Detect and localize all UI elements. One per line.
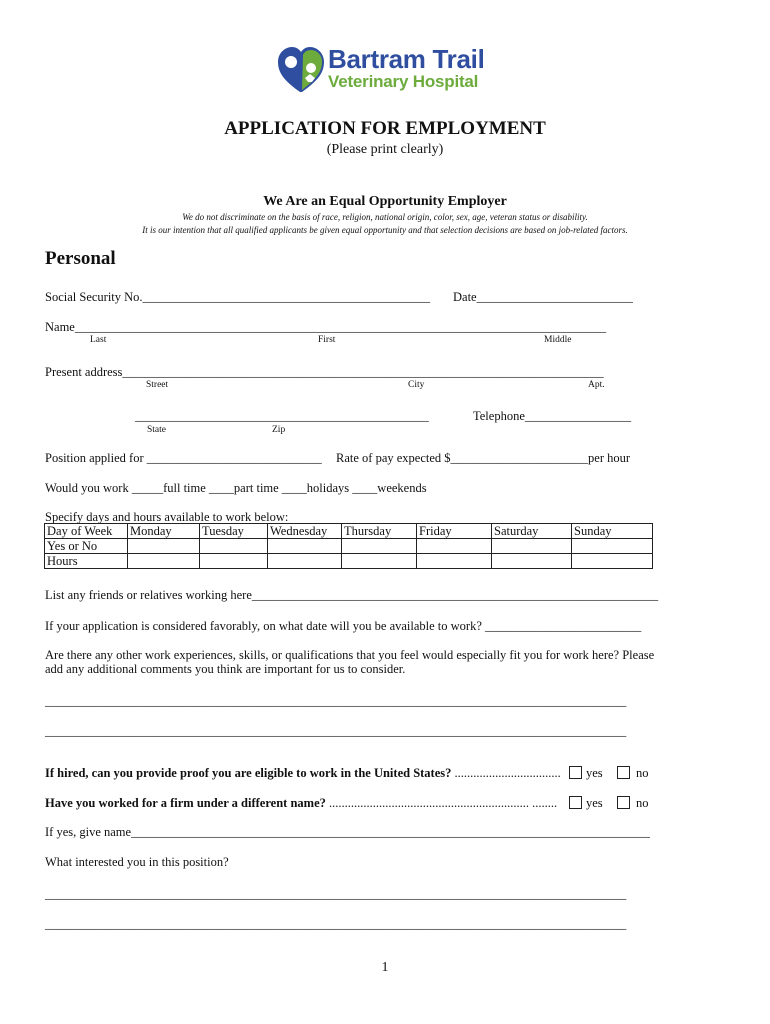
table-header-cell: Saturday [492,524,572,539]
address-field[interactable]: Present address_____________________________________________________________________________ [45,365,604,379]
table-cell[interactable] [342,554,417,569]
table-header-cell: Thursday [342,524,417,539]
friends-relatives-field[interactable]: List any friends or relatives working here_________________________________________________________________ [45,588,659,602]
table-cell[interactable] [492,554,572,569]
table-row [45,524,653,539]
different-name-yes-checkbox[interactable] [569,796,582,809]
name-last-caption: Last [90,335,107,345]
address-street-caption: Street [146,380,169,390]
interest-prompt: What interested you in this position? [45,855,229,869]
heart-pet-logo-icon [276,44,326,96]
disclaimer-line-1: We do not discriminate on the basis of race, religion, national origin, color, sex, age, veteran status or disability. [182,212,588,222]
logo-subname: Veterinary Hospital [328,72,479,91]
table-cell[interactable] [417,554,492,569]
different-name-question-text: Have you worked for a firm under a different name? [45,796,326,810]
eligibility-question-text: If hired, can you provide proof you are eligible to work in the United States? [45,766,452,780]
address-apt-caption: Apt. [588,380,605,390]
different-name-no-checkbox[interactable] [617,796,630,809]
section-heading-personal: Personal [45,248,116,269]
table-cell[interactable] [268,539,342,554]
disclaimer-line-2: It is our intention that all qualified applicants be given equal opportunity and that selection decisions are based on job-related factors. [142,225,628,235]
eligibility-dots: .................................. [454,766,561,780]
table-row [45,539,653,554]
rate-of-pay-field[interactable]: Rate of pay expected $______________________per hour [336,451,631,465]
interest-line-2[interactable]: _____________________________________________________________________________________________ [45,917,627,931]
interest-line-1[interactable]: _____________________________________________________________________________________________ [45,887,627,901]
table-cell[interactable] [128,539,200,554]
different-name-no-label: no [636,796,649,810]
table-cell[interactable] [200,539,268,554]
row-label-hours: Hours [45,554,128,569]
eligibility-no-checkbox[interactable] [617,766,630,779]
work-type-field[interactable]: Would you work _____full time ____part time ____holidays ____weekends [45,481,427,495]
address-city-caption: City [408,380,425,390]
table-cell[interactable] [268,554,342,569]
availability-intro: Specify days and hours available to work below: [45,510,289,524]
page-subtitle: (Please print clearly) [326,142,444,157]
table-cell[interactable] [492,539,572,554]
ssn-field[interactable]: Social Security No.______________________________________________ [45,290,431,304]
state-caption: State [147,425,166,435]
logo-name: Bartram Trail [328,44,485,74]
name-field[interactable]: Name_____________________________________________________________________________________ [45,320,607,334]
table-row [45,554,653,569]
table-header-cell: Sunday [572,524,653,539]
table-header-cell: Friday [417,524,492,539]
table-cell[interactable] [572,539,653,554]
start-date-field[interactable]: If your application is considered favorably, on what date will you be available to work? _________________________ [45,619,642,633]
eligibility-yes-checkbox[interactable] [569,766,582,779]
table-cell[interactable] [572,554,653,569]
hospital-logo [276,44,506,96]
row-label-yes-no: Yes or No [45,539,128,554]
eligibility-question [45,766,561,781]
name-middle-caption: Middle [544,335,572,345]
different-name-question [45,796,557,811]
table-header-cell: Day of Week [45,524,128,539]
comments-line-2[interactable]: _____________________________________________________________________________________________ [45,724,627,738]
eligibility-no-label: no [636,766,649,780]
table-header-cell: Monday [128,524,200,539]
other-experience-prompt-line-1: Are there any other work experiences, skills, or qualifications that you feel would especially fit you for work here? Please [45,648,655,662]
name-first-caption: First [318,335,336,345]
table-cell[interactable] [342,539,417,554]
zip-caption: Zip [272,425,286,435]
table-cell[interactable] [128,554,200,569]
different-name-yes-label: yes [586,796,603,810]
table-cell[interactable] [417,539,492,554]
eligibility-yes-label: yes [586,766,603,780]
eoe-heading: We Are an Equal Opportunity Employer [263,194,507,209]
previous-name-field[interactable]: If yes, give name___________________________________________________________________________________ [45,825,650,839]
table-header-cell: Tuesday [200,524,268,539]
different-name-dots: ................................................................ ........ [329,796,558,810]
table-cell[interactable] [200,554,268,569]
table-header-cell: Wednesday [268,524,342,539]
state-zip-field[interactable]: _______________________________________________ [135,409,429,423]
availability-table [44,523,653,569]
page-title: APPLICATION FOR EMPLOYMENT [224,118,546,139]
page-number: 1 [381,960,389,975]
other-experience-prompt-line-2: add any additional comments you think are important for us to consider. [45,662,406,676]
position-applied-field[interactable]: Position applied for ____________________________ [45,451,322,465]
date-field[interactable]: Date_________________________ [453,290,633,304]
comments-line-1[interactable]: _____________________________________________________________________________________________ [45,694,627,708]
telephone-field[interactable]: Telephone_________________ [473,409,632,423]
